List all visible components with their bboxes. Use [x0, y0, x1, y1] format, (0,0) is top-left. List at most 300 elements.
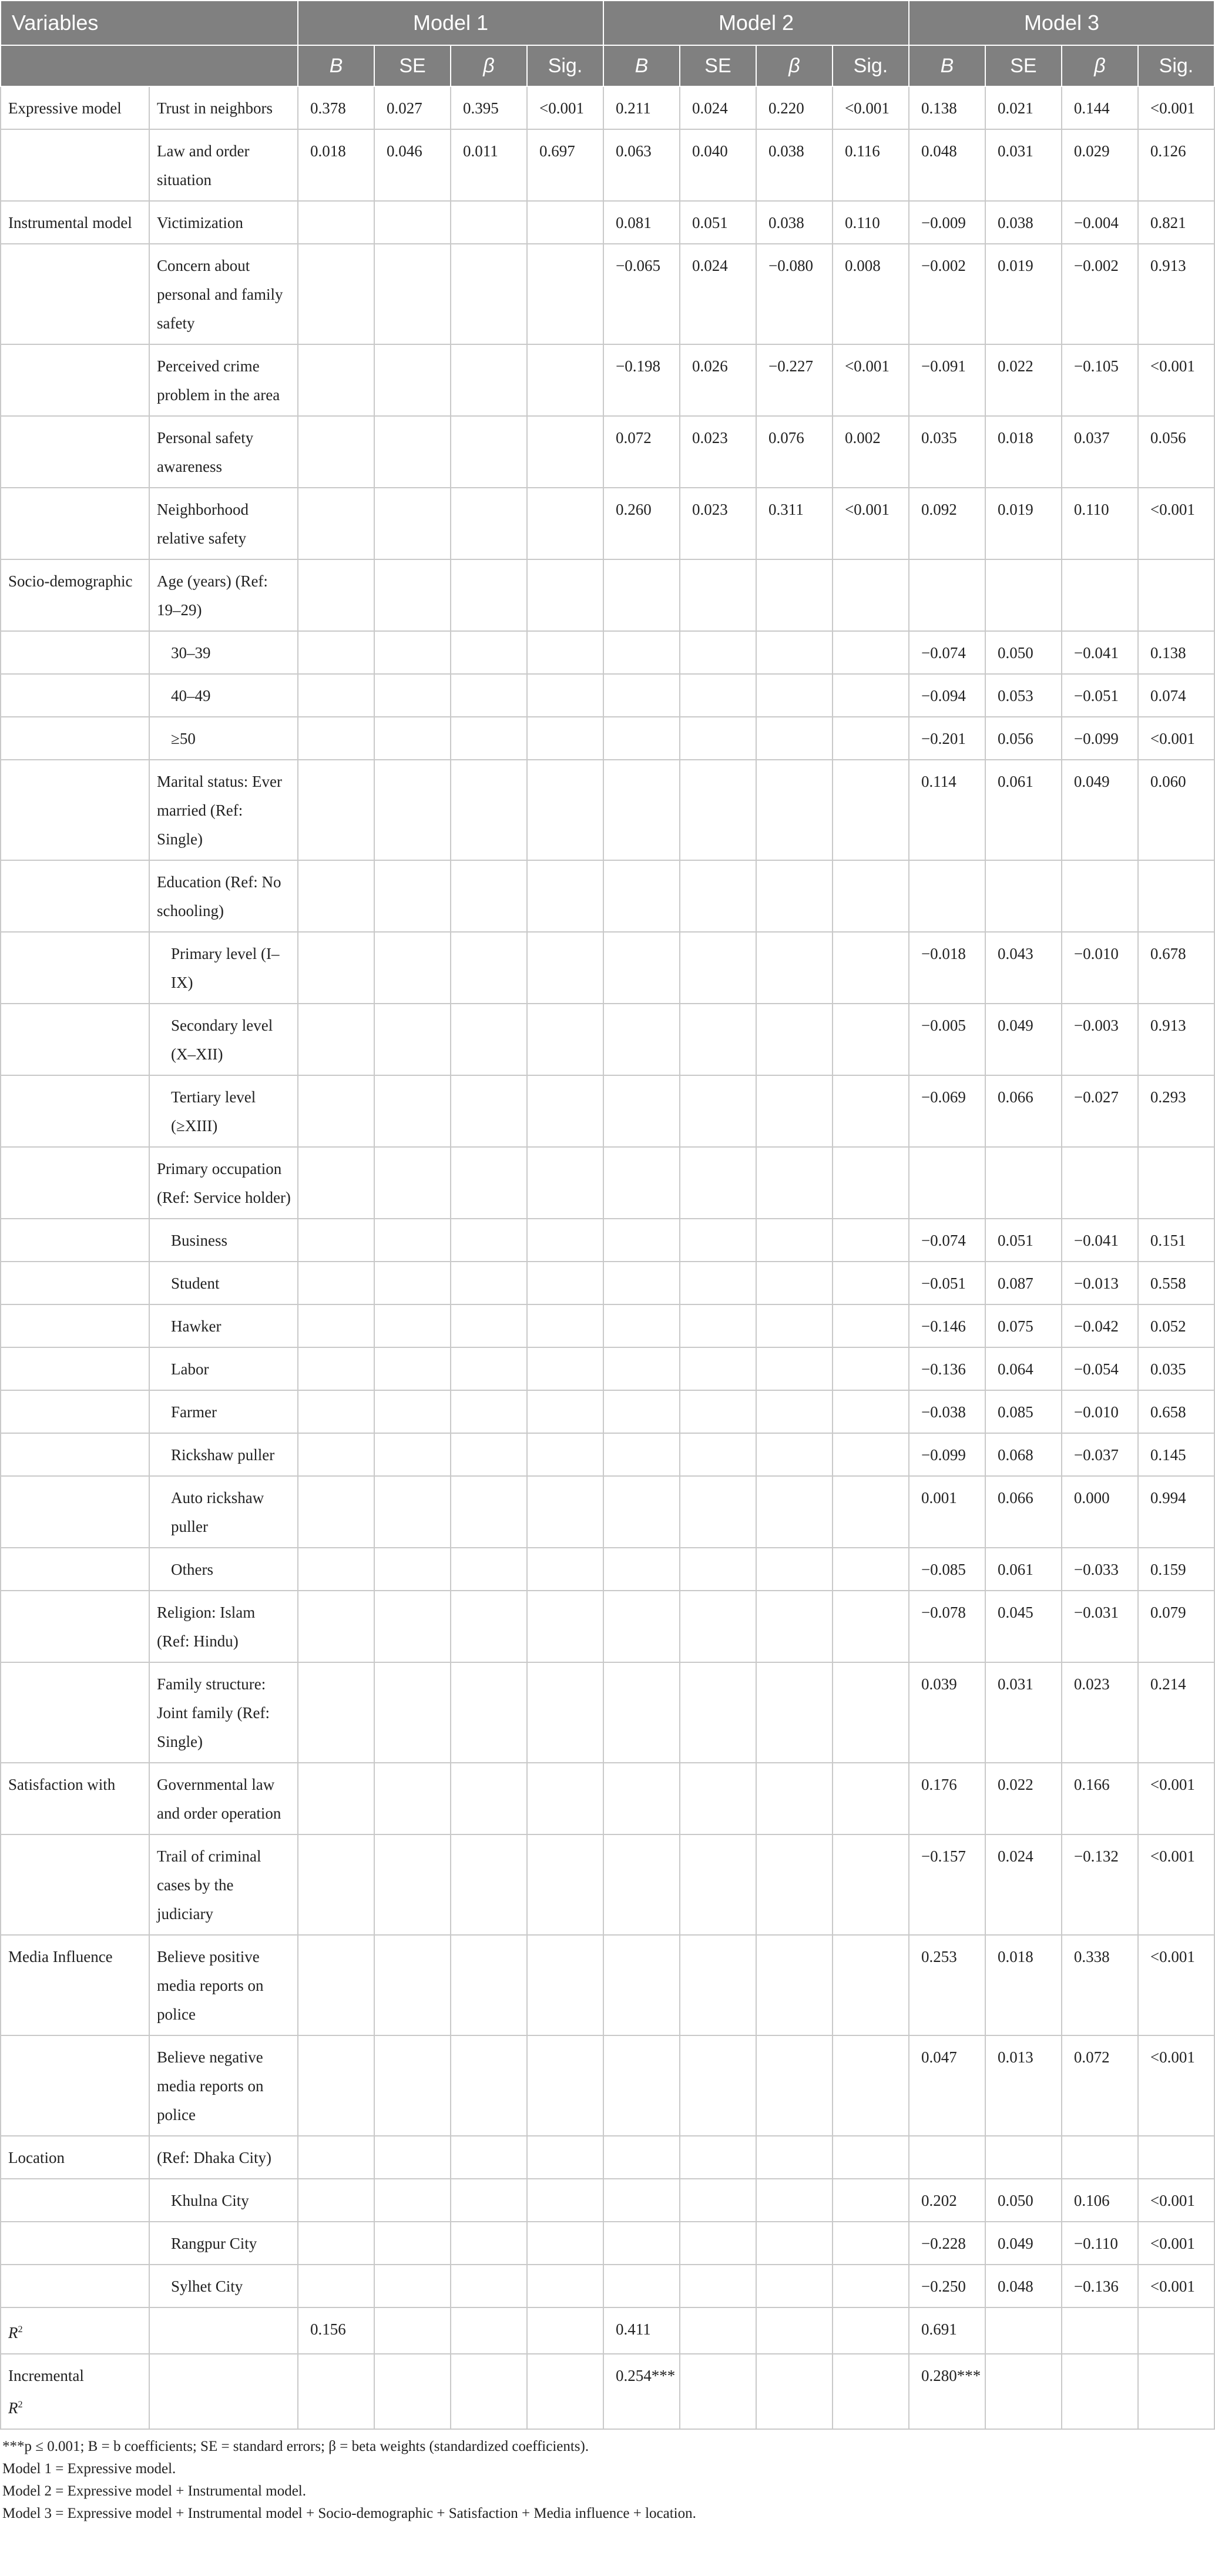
value-cell: [451, 1390, 527, 1433]
value-cell: [527, 2179, 603, 2222]
table-cell: [298, 2354, 374, 2429]
value-cell: <0.001: [1138, 2265, 1214, 2307]
value-cell: 0.076: [756, 416, 833, 488]
row-variable-label: Rangpur City: [149, 2222, 298, 2265]
value-cell: [451, 1347, 527, 1390]
value-cell: [756, 2265, 833, 2307]
value-cell: <0.001: [1138, 1834, 1214, 1935]
value-cell: 0.064: [985, 1347, 1062, 1390]
table-cell: [149, 2307, 298, 2354]
row-variable-label: Others: [149, 1548, 298, 1591]
value-cell: [1138, 559, 1214, 631]
table-row: [1, 344, 1214, 416]
value-cell: 0.558: [1138, 1262, 1214, 1304]
value-cell: 0.011: [451, 129, 527, 201]
row-variable-label: Rickshaw puller: [149, 1433, 298, 1476]
value-cell: [756, 674, 833, 717]
row-group-label: [1, 760, 149, 860]
value-cell: 0.074: [1138, 674, 1214, 717]
value-cell: [680, 559, 756, 631]
row-variable-label: 30–39: [149, 631, 298, 674]
value-cell: 0.068: [985, 1433, 1062, 1476]
value-cell: [298, 344, 374, 416]
value-cell: 0.023: [680, 488, 756, 559]
footnote-abbreviations: ***p ≤ 0.001; B = b coefficients; SE = standard errors; β = beta weights (standardized coefficients).: [2, 2439, 589, 2454]
value-cell: [756, 1390, 833, 1433]
value-cell: 0.038: [985, 201, 1062, 244]
value-cell: [298, 1834, 374, 1935]
incremental-model-3: 0.280***: [909, 2354, 985, 2429]
value-cell: 0.678: [1138, 932, 1214, 1004]
value-cell: [1062, 559, 1138, 631]
value-cell: [680, 2222, 756, 2265]
value-cell: [527, 244, 603, 344]
value-cell: [374, 1147, 451, 1219]
value-cell: [680, 1219, 756, 1262]
value-cell: [680, 674, 756, 717]
value-cell: [298, 559, 374, 631]
table-row: [1, 416, 1214, 488]
value-cell: 0.038: [756, 129, 833, 201]
value-cell: [756, 1433, 833, 1476]
value-cell: [756, 1548, 833, 1591]
value-cell: [756, 717, 833, 760]
table-row: [1, 2265, 1214, 2307]
value-cell: 0.022: [985, 1763, 1062, 1834]
value-cell: <0.001: [833, 86, 909, 129]
table-cell: [451, 2307, 527, 2354]
value-cell: [833, 1763, 909, 1834]
value-cell: [680, 932, 756, 1004]
table-cell: [527, 2307, 603, 2354]
value-cell: [451, 2179, 527, 2222]
value-cell: [756, 1219, 833, 1262]
table-row: [1, 1004, 1214, 1075]
value-cell: [298, 631, 374, 674]
value-cell: 0.018: [298, 129, 374, 201]
row-variable-label: Tertiary level (≥XIII): [149, 1075, 298, 1147]
value-cell: 0.038: [756, 201, 833, 244]
value-cell: [298, 2136, 374, 2179]
value-cell: 0.049: [985, 2222, 1062, 2265]
incremental-r-squared-label: [1, 2354, 149, 2429]
value-cell: −0.080: [756, 244, 833, 344]
value-cell: 0.159: [1138, 1548, 1214, 1591]
table-cell: [149, 2354, 298, 2429]
value-cell: [680, 1834, 756, 1935]
value-cell: [374, 1763, 451, 1834]
row-variable-label: Believe positive media reports on police: [149, 1935, 298, 2035]
value-cell: [451, 1935, 527, 2035]
value-cell: [298, 2179, 374, 2222]
incremental-word: Incremental: [8, 2367, 84, 2384]
value-cell: [833, 760, 909, 860]
value-cell: [527, 2035, 603, 2136]
value-cell: 0.008: [833, 244, 909, 344]
value-cell: 0.039: [909, 1662, 985, 1763]
value-cell: [603, 1147, 680, 1219]
value-cell: [374, 1304, 451, 1347]
value-cell: 0.060: [1138, 760, 1214, 860]
table-header: [1, 1, 1214, 86]
row-group-label: [1, 631, 149, 674]
table-row: [1, 488, 1214, 559]
value-cell: [603, 1433, 680, 1476]
value-cell: [451, 932, 527, 1004]
value-cell: [603, 559, 680, 631]
value-cell: [374, 2179, 451, 2222]
value-cell: [527, 631, 603, 674]
row-variable-label: Khulna City: [149, 2179, 298, 2222]
value-cell: [680, 1304, 756, 1347]
value-cell: [451, 1219, 527, 1262]
value-cell: 0.019: [985, 488, 1062, 559]
value-cell: [374, 201, 451, 244]
value-cell: [680, 1347, 756, 1390]
value-cell: 0.051: [680, 201, 756, 244]
value-cell: 0.002: [833, 416, 909, 488]
value-cell: −0.094: [909, 674, 985, 717]
value-cell: [374, 1591, 451, 1662]
col-beta: β: [756, 45, 833, 86]
value-cell: [451, 1262, 527, 1304]
value-cell: [527, 201, 603, 244]
value-cell: [527, 488, 603, 559]
row-group-label: [1, 1075, 149, 1147]
value-cell: [527, 1147, 603, 1219]
value-cell: [527, 1262, 603, 1304]
row-group-label: [1, 1662, 149, 1763]
row-group-label: [1, 1390, 149, 1433]
value-cell: [833, 1935, 909, 2035]
value-cell: [756, 1304, 833, 1347]
value-cell: [833, 2265, 909, 2307]
value-cell: [756, 1262, 833, 1304]
value-cell: −0.201: [909, 717, 985, 760]
row-variable-label: Perceived crime problem in the area: [149, 344, 298, 416]
value-cell: 0.018: [985, 1935, 1062, 2035]
table-row: [1, 674, 1214, 717]
value-cell: [374, 1433, 451, 1476]
value-cell: [756, 2136, 833, 2179]
value-cell: −0.031: [1062, 1591, 1138, 1662]
value-cell: −0.228: [909, 2222, 985, 2265]
value-cell: [756, 1075, 833, 1147]
table-row: [1, 717, 1214, 760]
value-cell: [833, 1548, 909, 1591]
value-cell: [603, 1548, 680, 1591]
value-cell: [756, 559, 833, 631]
value-cell: <0.001: [527, 86, 603, 129]
value-cell: −0.038: [909, 1390, 985, 1433]
value-cell: [833, 1075, 909, 1147]
row-variable-label: 40–49: [149, 674, 298, 717]
value-cell: 0.913: [1138, 244, 1214, 344]
value-cell: [603, 860, 680, 932]
value-cell: [756, 1834, 833, 1935]
value-cell: −0.003: [1062, 1004, 1138, 1075]
value-cell: 0.066: [985, 1476, 1062, 1548]
value-cell: −0.132: [1062, 1834, 1138, 1935]
value-cell: [833, 2136, 909, 2179]
row-variable-label: Age (years) (Ref: 19–29): [149, 559, 298, 631]
value-cell: [603, 2035, 680, 2136]
value-cell: 0.293: [1138, 1075, 1214, 1147]
value-cell: 0.001: [909, 1476, 985, 1548]
value-cell: −0.009: [909, 201, 985, 244]
value-cell: <0.001: [833, 488, 909, 559]
value-cell: [527, 416, 603, 488]
value-cell: [833, 1390, 909, 1433]
row-group-label: [1, 1304, 149, 1347]
row-variable-label: Farmer: [149, 1390, 298, 1433]
value-cell: [680, 1662, 756, 1763]
value-cell: [451, 2136, 527, 2179]
value-cell: [298, 1147, 374, 1219]
value-cell: [298, 488, 374, 559]
value-cell: 0.697: [527, 129, 603, 201]
value-cell: [909, 2136, 985, 2179]
incremental-sup: 2: [18, 2399, 23, 2410]
table-cell: [1062, 2354, 1138, 2429]
value-cell: [603, 1004, 680, 1075]
value-cell: [527, 1834, 603, 1935]
value-cell: 0.214: [1138, 1662, 1214, 1763]
value-cell: 0.045: [985, 1591, 1062, 1662]
value-cell: [680, 2035, 756, 2136]
table-row: [1, 1075, 1214, 1147]
value-cell: [451, 1591, 527, 1662]
value-cell: [451, 1004, 527, 1075]
table-row: [1, 1219, 1214, 1262]
value-cell: 0.048: [909, 129, 985, 201]
value-cell: [298, 1476, 374, 1548]
value-cell: [374, 860, 451, 932]
value-cell: [909, 860, 985, 932]
col-b: B: [909, 45, 985, 86]
value-cell: [1138, 1147, 1214, 1219]
value-cell: [680, 2179, 756, 2222]
value-cell: [603, 932, 680, 1004]
table-row: [1, 1476, 1214, 1548]
value-cell: 0.106: [1062, 2179, 1138, 2222]
value-cell: 0.061: [985, 1548, 1062, 1591]
row-group-label: [1, 488, 149, 559]
value-cell: [374, 1390, 451, 1433]
value-cell: [603, 1662, 680, 1763]
value-cell: [1138, 2136, 1214, 2179]
value-cell: <0.001: [833, 344, 909, 416]
table-row: [1, 1147, 1214, 1219]
value-cell: [603, 631, 680, 674]
value-cell: [680, 1075, 756, 1147]
value-cell: [527, 1004, 603, 1075]
table-row: [1, 1763, 1214, 1834]
row-variable-label: (Ref: Dhaka City): [149, 2136, 298, 2179]
value-cell: [603, 1935, 680, 2035]
value-cell: [833, 860, 909, 932]
value-cell: [603, 1262, 680, 1304]
value-cell: [603, 1304, 680, 1347]
table-row: [1, 2222, 1214, 2265]
value-cell: [833, 2222, 909, 2265]
value-cell: 0.079: [1138, 1591, 1214, 1662]
r-squared-model-1: 0.156: [298, 2307, 374, 2354]
value-cell: [833, 1662, 909, 1763]
value-cell: [756, 631, 833, 674]
value-cell: [374, 2035, 451, 2136]
value-cell: [374, 1262, 451, 1304]
value-cell: [833, 1304, 909, 1347]
value-cell: −0.227: [756, 344, 833, 416]
value-cell: −0.110: [1062, 2222, 1138, 2265]
value-cell: −0.250: [909, 2265, 985, 2307]
value-cell: [527, 1304, 603, 1347]
row-group-label: Expressive model: [1, 86, 149, 129]
value-cell: 0.056: [985, 717, 1062, 760]
value-cell: [603, 1347, 680, 1390]
value-cell: [451, 2222, 527, 2265]
value-cell: [374, 559, 451, 631]
row-variable-label: Trust in neighbors: [149, 86, 298, 129]
value-cell: [527, 860, 603, 932]
value-cell: [756, 1004, 833, 1075]
col-beta: β: [1062, 45, 1138, 86]
value-cell: 0.024: [985, 1834, 1062, 1935]
table-row: [1, 1834, 1214, 1935]
value-cell: 0.018: [985, 416, 1062, 488]
value-cell: [451, 760, 527, 860]
value-cell: 0.176: [909, 1763, 985, 1834]
value-cell: −0.051: [1062, 674, 1138, 717]
value-cell: [756, 2222, 833, 2265]
value-cell: [527, 1347, 603, 1390]
table-cell: [833, 2307, 909, 2354]
value-cell: [298, 1763, 374, 1834]
row-variable-label: Secondary level (X–XII): [149, 1004, 298, 1075]
table-row: [1, 860, 1214, 932]
table-row: [1, 1548, 1214, 1591]
value-cell: [985, 2136, 1062, 2179]
row-group-label: [1, 674, 149, 717]
value-cell: 0.145: [1138, 1433, 1214, 1476]
value-cell: [985, 559, 1062, 631]
row-group-label: Satisfaction with: [1, 1763, 149, 1834]
r-squared-model-2: 0.411: [603, 2307, 680, 2354]
value-cell: [680, 717, 756, 760]
value-cell: 0.126: [1138, 129, 1214, 201]
value-cell: [833, 1476, 909, 1548]
value-cell: 0.338: [1062, 1935, 1138, 2035]
value-cell: [833, 2179, 909, 2222]
value-cell: <0.001: [1138, 1935, 1214, 2035]
value-cell: [374, 1004, 451, 1075]
value-cell: 0.061: [985, 760, 1062, 860]
value-cell: <0.001: [1138, 86, 1214, 129]
value-cell: [374, 344, 451, 416]
value-cell: [756, 1476, 833, 1548]
value-cell: −0.005: [909, 1004, 985, 1075]
value-cell: 0.049: [1062, 760, 1138, 860]
value-cell: 0.395: [451, 86, 527, 129]
table-row: [1, 1935, 1214, 2035]
value-cell: [374, 244, 451, 344]
table-row: [1, 1347, 1214, 1390]
value-cell: [833, 1591, 909, 1662]
table-cell: [680, 2354, 756, 2429]
value-cell: [451, 1834, 527, 1935]
value-cell: [374, 1476, 451, 1548]
value-cell: [374, 2265, 451, 2307]
value-cell: [1138, 860, 1214, 932]
value-cell: 0.050: [985, 2179, 1062, 2222]
row-variable-label: Believe negative media reports on police: [149, 2035, 298, 2136]
row-group-label: [1, 2179, 149, 2222]
value-cell: [756, 932, 833, 1004]
value-cell: 0.037: [1062, 416, 1138, 488]
table-cell: [1062, 2307, 1138, 2354]
value-cell: [1062, 1147, 1138, 1219]
value-cell: [1062, 2136, 1138, 2179]
table-row: [1, 2179, 1214, 2222]
value-cell: 0.027: [374, 86, 451, 129]
row-group-label: [1, 1548, 149, 1591]
value-cell: [527, 1390, 603, 1433]
value-cell: [527, 2136, 603, 2179]
value-cell: 0.050: [985, 631, 1062, 674]
table-cell: [374, 2307, 451, 2354]
value-cell: [451, 674, 527, 717]
table-body: [1, 86, 1214, 2307]
value-cell: [374, 1662, 451, 1763]
row-group-label: [1, 860, 149, 932]
value-cell: [1062, 860, 1138, 932]
table-row: [1, 932, 1214, 1004]
row-group-label: [1, 932, 149, 1004]
value-cell: 0.035: [909, 416, 985, 488]
row-variable-label: Hawker: [149, 1304, 298, 1347]
value-cell: [451, 1548, 527, 1591]
value-cell: [833, 631, 909, 674]
value-cell: [833, 674, 909, 717]
value-cell: [603, 2222, 680, 2265]
r-squared-r: R: [8, 2324, 18, 2342]
row-variable-label: Student: [149, 1262, 298, 1304]
value-cell: [374, 1347, 451, 1390]
value-cell: [374, 2136, 451, 2179]
value-cell: [298, 1548, 374, 1591]
value-cell: [680, 1548, 756, 1591]
value-cell: [451, 1763, 527, 1834]
value-cell: [527, 932, 603, 1004]
table-cell: [1138, 2307, 1214, 2354]
value-cell: −0.018: [909, 932, 985, 1004]
value-cell: [680, 860, 756, 932]
value-cell: 0.031: [985, 1662, 1062, 1763]
value-cell: [756, 1935, 833, 2035]
value-cell: [603, 717, 680, 760]
value-cell: [451, 1662, 527, 1763]
table-row: [1, 1262, 1214, 1304]
table-cell: [374, 2354, 451, 2429]
row-group-label: Socio-demographic: [1, 559, 149, 631]
value-cell: [298, 932, 374, 1004]
value-cell: 0.821: [1138, 201, 1214, 244]
value-cell: [756, 2035, 833, 2136]
value-cell: 0.053: [985, 674, 1062, 717]
row-variable-label: Law and order situation: [149, 129, 298, 201]
value-cell: 0.049: [985, 1004, 1062, 1075]
